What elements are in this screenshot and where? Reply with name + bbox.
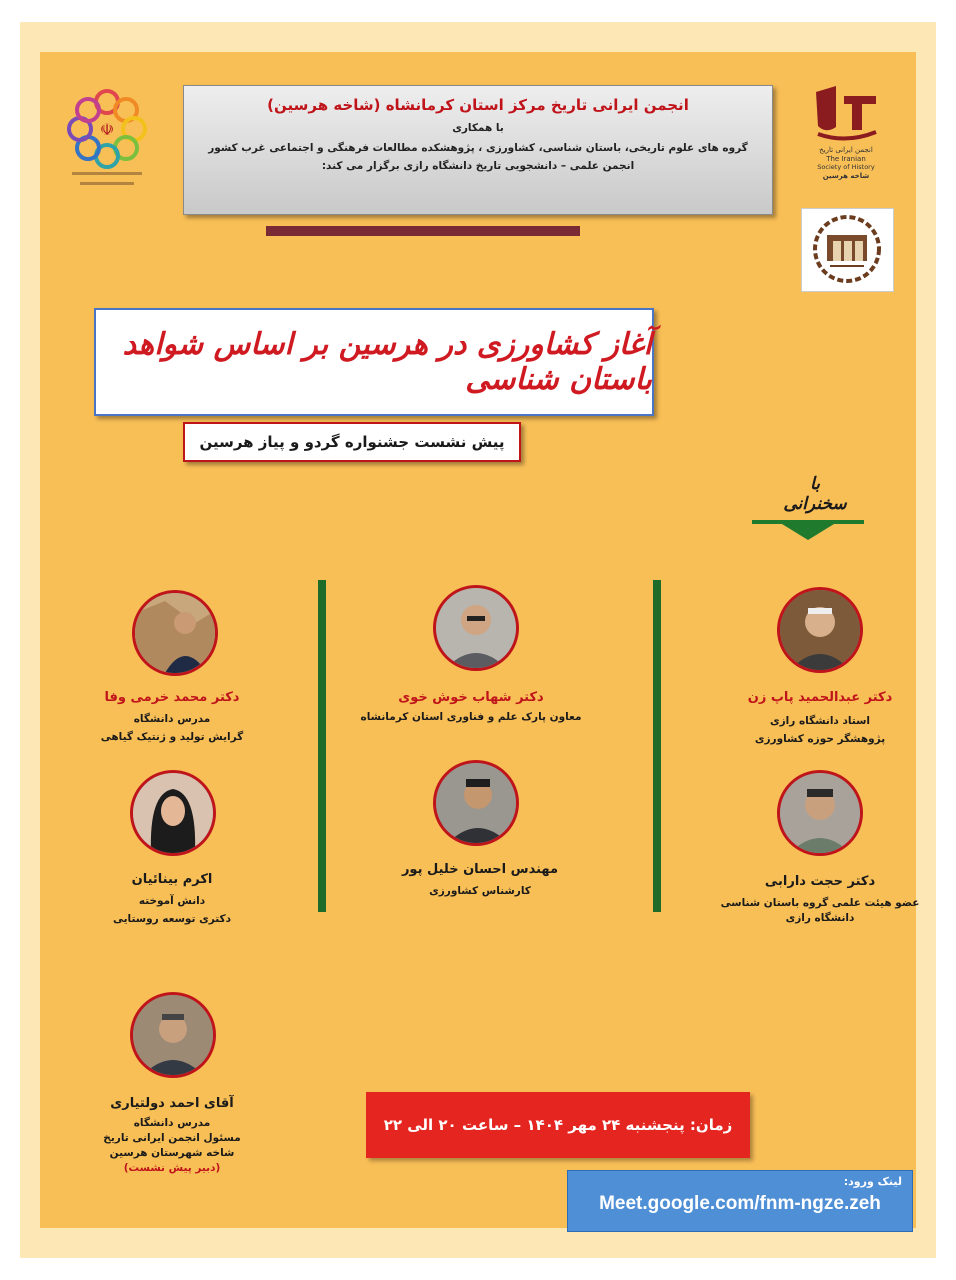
speaker-title: دکتری توسعه روستایی (112, 913, 232, 925)
speaker-name: دکتر شهاب خوش خوی (398, 690, 544, 705)
link-label: لینک ورود: (843, 1175, 902, 1188)
speaker-title: شاخه شهرستان هرسین (109, 1147, 235, 1159)
link-box[interactable] (567, 1170, 913, 1232)
speaker-role: (دبیر پیش نشست) (123, 1162, 221, 1174)
speaker-name: آقای احمد دولتیاری (110, 1096, 234, 1111)
speaker-name: دکتر محمد خرمی وفا (104, 690, 240, 705)
column-divider (653, 580, 661, 912)
column-divider (318, 580, 326, 912)
iranian-society-history-logo (806, 82, 886, 182)
subtitle-box (183, 422, 521, 462)
time-box (366, 1092, 750, 1158)
speakers-label: با سخنرانی (783, 474, 847, 514)
collaborators-line: گروه های علوم تاریخی، باستان شناسی، کشاورزی ، پژوهشکده مطالعات فرهنگی و اجتماعی غرب کشور (208, 142, 748, 154)
speaker-name: اکرم بینائیان (131, 872, 213, 887)
speaker-name: دکتر حجت دارابی (764, 874, 876, 889)
speaker-title: پژوهشگر حوزه کشاورزی (754, 733, 886, 745)
speaker-photo-avatar (433, 760, 519, 846)
speaker-title: معاون پارک علم و فناوری استان کرمانشاه (360, 711, 582, 723)
header-box (183, 85, 773, 215)
speaker-photo-avatar (130, 770, 216, 856)
host-line: انجمن علمی – دانشجویی تاریخ دانشگاه رازی برگزار می کند: (321, 160, 635, 172)
main-title: آغاز کشاورزی در هرسین بر اساس شواهد باستان شناسی (122, 327, 652, 397)
speaker-title: عضو هیئت علمی گروه باستان شناسی (720, 897, 920, 909)
svg-text:Society of History: Society of History (817, 163, 875, 171)
speaker-photo-avatar (433, 585, 519, 671)
speaker-title: مدرس دانشگاه (133, 713, 211, 725)
speaker-title: استاد دانشگاه رازی (769, 715, 871, 727)
collaboration-label: با همکاری (452, 122, 504, 134)
divider-bar (266, 226, 580, 236)
speaker-photo-avatar (777, 770, 863, 856)
svg-text:☫: ☫ (99, 120, 115, 139)
speaker-title: دانشگاه رازی (785, 912, 855, 924)
arrow-down-icon (782, 524, 834, 540)
speaker-photo-avatar (132, 590, 218, 676)
speaker-title: دانش آموخته (138, 895, 206, 907)
svg-text:شاخه هرسین: شاخه هرسین (822, 172, 870, 180)
main-title-box (94, 308, 654, 416)
meeting-link[interactable]: Meet.google.com/fnm-ngze.zeh (599, 1193, 881, 1214)
organizer-title: انجمن ایرانی تاریخ مرکز استان کرمانشاه (شاخه هرسین) (267, 96, 689, 114)
speaker-name: مهندس احسان خلیل پور (401, 862, 559, 877)
speaker-name: دکتر عبدالحمید پاپ زن (747, 690, 893, 705)
student-association-logo (801, 208, 894, 292)
speaker-title: مدرس دانشگاه (133, 1117, 211, 1129)
speaker-photo-avatar (777, 587, 863, 673)
svg-text:انجمن ایرانی تاریخ: انجمن ایرانی تاریخ (819, 146, 873, 154)
subtitle: پیش نشست جشنواره گردو و پیاز هرسین (199, 433, 505, 451)
government-logo (62, 82, 152, 202)
speaker-title: مسئول انجمن ایرانی تاریخ (103, 1132, 241, 1144)
event-time: زمان: پنجشنبه ۲۴ مهر ۱۴۰۴ – ساعت ۲۰ الی ۲۲ (383, 1116, 733, 1134)
speaker-title: کارشناس کشاورزی (429, 885, 531, 897)
speaker-photo-avatar (130, 992, 216, 1078)
svg-text:The Iranian: The Iranian (826, 155, 866, 163)
speaker-title: گرایش تولید و ژنتیک گیاهی (100, 731, 244, 743)
